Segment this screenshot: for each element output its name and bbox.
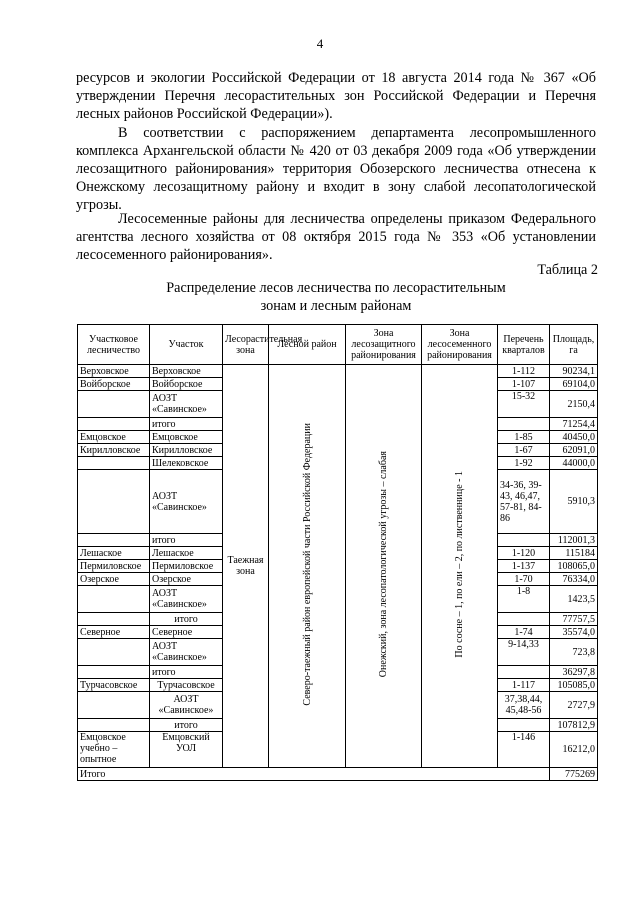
quarters-cell: 1-107 — [498, 378, 550, 391]
forest-region-cell — [269, 365, 346, 768]
forestry-cell: Войборское — [78, 378, 150, 391]
forest-distribution-table — [77, 324, 598, 781]
forestry-cell: Турчасовское — [78, 679, 150, 692]
forestry-cell — [78, 692, 150, 719]
forestry-cell: Кирилловское — [78, 444, 150, 457]
quarters-cell — [498, 719, 550, 732]
section-cell: АОЗТ «Савинское» — [150, 639, 223, 666]
header-area: Площадь, га — [550, 325, 598, 365]
quarters-cell: 1-74 — [498, 626, 550, 639]
section-cell: АОЗТ «Савинское» — [150, 692, 223, 719]
quarters-cell — [498, 534, 550, 547]
area-cell: 90234,1 — [550, 365, 598, 378]
section-cell: итого — [150, 534, 223, 547]
quarters-cell — [498, 613, 550, 626]
quarters-cell: 9-14,33 — [498, 639, 550, 666]
section-cell: итого — [150, 613, 223, 626]
area-cell: 35574,0 — [550, 626, 598, 639]
table-total-row — [78, 768, 598, 781]
paragraph-2: В соответствии с распоряжением департамента лесопромышленного комплекса Архангельской области № 420 от 03 декабря 2009 года «Об утверждении лесозащитного районирования» территория Обозерского лесничества отнесена к Онежскому лесозащитному району и входит в зону слабой лесопатологической угрозы. — [76, 125, 596, 213]
section-cell: Озерское — [150, 573, 223, 586]
area-cell: 16212,0 — [550, 732, 598, 768]
forest-region-text: Северо-таежный район европейской части Российской Федерации — [301, 423, 313, 706]
forestry-cell — [78, 613, 150, 626]
section-cell: Кирилловское — [150, 444, 223, 457]
section-cell: итого — [150, 719, 223, 732]
area-cell: 44000,0 — [550, 457, 598, 470]
protection-zone-text: Онежский, зона лесопатологической угрозы – слабая — [378, 451, 389, 678]
section-cell: Шелековское — [150, 457, 223, 470]
header-forestry: Участковое лесничество — [78, 325, 150, 365]
quarters-cell: 1-137 — [498, 560, 550, 573]
total-label-cell: Итого — [78, 768, 550, 781]
section-cell: Турчасовское — [150, 679, 223, 692]
section-cell: Пермиловское — [150, 560, 223, 573]
area-cell: 108065,0 — [550, 560, 598, 573]
area-cell: 5910,3 — [550, 470, 598, 534]
section-cell: АОЗТ «Савинское» — [150, 391, 223, 418]
table-caption-line-2: зонам и лесным районам — [260, 298, 412, 314]
section-cell: итого — [150, 666, 223, 679]
area-cell: 107812,9 — [550, 719, 598, 732]
quarters-cell: 37,38,44, 45,48-56 — [498, 692, 550, 719]
forestry-cell: Емцовское учебно – опытное — [78, 732, 150, 768]
seed-zone-text: По сосне – 1, по ели – 2, по лиственнице - 1 — [454, 471, 465, 658]
table-header-row — [78, 325, 598, 365]
area-cell: 105085,0 — [550, 679, 598, 692]
table-row — [78, 365, 598, 378]
section-cell: Войборское — [150, 378, 223, 391]
zone-cell: Таежная зона — [223, 365, 269, 768]
forestry-cell: Озерское — [78, 573, 150, 586]
forestry-cell: Пермиловское — [78, 560, 150, 573]
section-cell: итого — [150, 418, 223, 431]
quarters-cell — [498, 666, 550, 679]
forestry-cell — [78, 534, 150, 547]
table-label: Таблица 2 — [537, 262, 598, 278]
quarters-cell: 1-117 — [498, 679, 550, 692]
quarters-cell: 1-67 — [498, 444, 550, 457]
forestry-cell — [78, 719, 150, 732]
quarters-cell: 1-85 — [498, 431, 550, 444]
section-cell: Емцовское — [150, 431, 223, 444]
forestry-cell — [78, 666, 150, 679]
forestry-cell — [78, 639, 150, 666]
forestry-cell: Верховское — [78, 365, 150, 378]
paragraph-3: Лесосеменные районы для лесничества определены приказом Федерального агентства лесного хозяйства от 08 октября 2015 года № 353 «Об установлении лесосеменного районирования». — [76, 211, 596, 263]
section-cell: АОЗТ «Савинское» — [150, 470, 223, 534]
quarters-cell: 1-112 — [498, 365, 550, 378]
quarters-cell: 1-70 — [498, 573, 550, 586]
header-seed-zone: Зона лесосеменного районирования — [422, 325, 498, 365]
section-cell: АОЗТ «Савинское» — [150, 586, 223, 613]
area-cell: 112001,3 — [550, 534, 598, 547]
forestry-cell — [78, 457, 150, 470]
section-cell: Северное — [150, 626, 223, 639]
quarters-cell: 1-146 — [498, 732, 550, 768]
forestry-cell — [78, 470, 150, 534]
forestry-cell — [78, 418, 150, 431]
total-area-cell: 775269 — [550, 768, 598, 781]
table-caption-line-1: Распределение лесов лесничества по лесорастительным — [166, 280, 506, 296]
forestry-cell: Емцовское — [78, 431, 150, 444]
area-cell: 115184 — [550, 547, 598, 560]
page-number: 4 — [316, 36, 324, 51]
header-section: Участок — [150, 325, 223, 365]
forestry-cell: Лешаское — [78, 547, 150, 560]
area-cell: 76334,0 — [550, 573, 598, 586]
header-protection-zone: Зона лесозащитного районирования — [346, 325, 422, 365]
area-cell: 2150,4 — [550, 391, 598, 418]
section-cell: Лешаское — [150, 547, 223, 560]
area-cell: 36297,8 — [550, 666, 598, 679]
header-forest-region: Лесной район — [269, 325, 346, 365]
quarters-cell — [498, 418, 550, 431]
table-caption — [76, 279, 596, 315]
quarters-cell: 1-92 — [498, 457, 550, 470]
header-zone: Лесорастительная зона — [223, 325, 269, 365]
section-cell: Верховское — [150, 365, 223, 378]
area-cell: 69104,0 — [550, 378, 598, 391]
area-cell: 723,8 — [550, 639, 598, 666]
section-cell: Емцовский УОЛ — [150, 732, 223, 768]
quarters-cell: 34-36, 39-43, 46,47, 57-81, 84-86 — [498, 470, 550, 534]
area-cell: 40450,0 — [550, 431, 598, 444]
forestry-cell — [78, 391, 150, 418]
area-cell: 77757,5 — [550, 613, 598, 626]
quarters-cell: 1-8 — [498, 586, 550, 613]
area-cell: 71254,4 — [550, 418, 598, 431]
area-cell: 2727,9 — [550, 692, 598, 719]
area-cell: 62091,0 — [550, 444, 598, 457]
seed-zone-cell — [422, 365, 498, 768]
paragraph-1: ресурсов и экологии Российской Федерации от 18 августа 2014 года № 367 «Об утверждении Перечня лесорастительных зон Российской Федерации и Перечня лесных районов Российской Федерации»). — [76, 70, 596, 122]
quarters-cell: 15-32 — [498, 391, 550, 418]
forestry-cell — [78, 586, 150, 613]
forestry-cell: Северное — [78, 626, 150, 639]
header-quarters: Перечень кварталов — [498, 325, 550, 365]
quarters-cell: 1-120 — [498, 547, 550, 560]
area-cell: 1423,5 — [550, 586, 598, 613]
protection-zone-cell — [346, 365, 422, 768]
